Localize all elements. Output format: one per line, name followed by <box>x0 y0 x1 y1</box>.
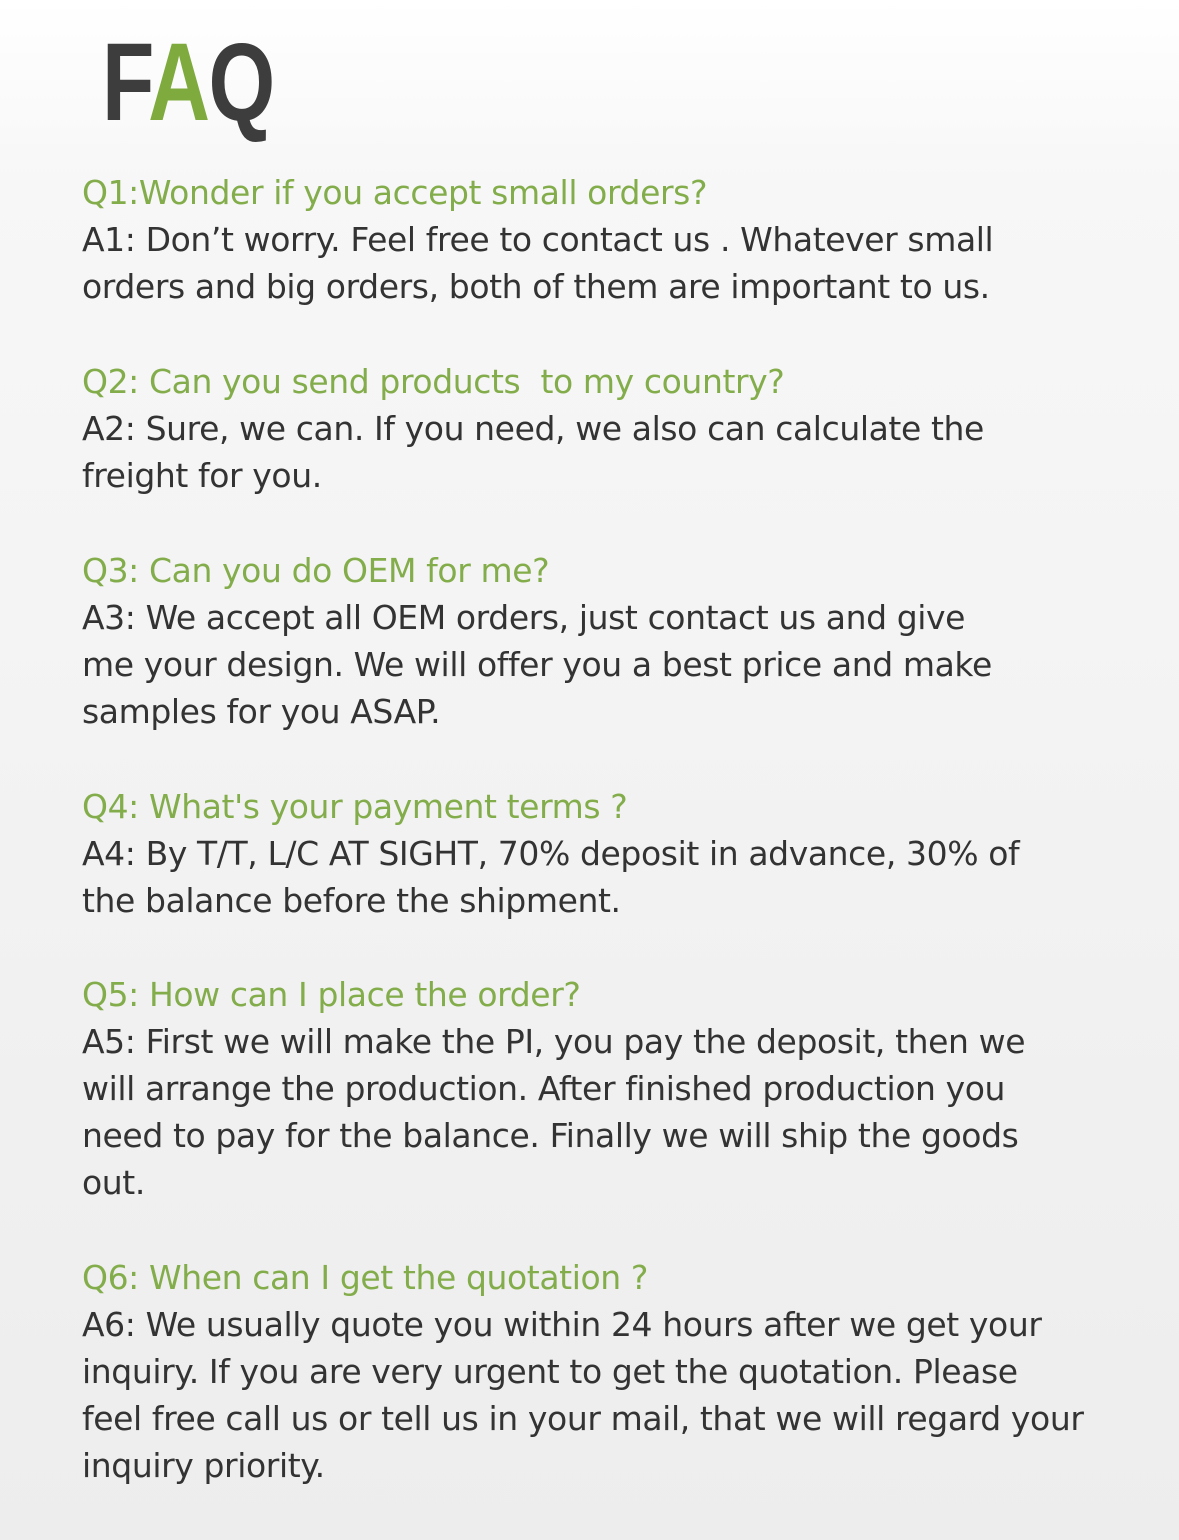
title-letter-q: Q <box>208 21 274 144</box>
faq-item-6 <box>82 1254 1167 1489</box>
faq-question: Q5: How can I place the order? <box>82 975 581 1014</box>
faq-answer: A3: We accept all OEM orders, just contact us and give me your design. We will offer you a best price and make samples for you ASAP. <box>82 598 992 731</box>
faq-item-5 <box>82 971 1167 1206</box>
faq-item-2 <box>82 358 1167 499</box>
faq-question: Q4: What's your payment terms ? <box>82 787 628 826</box>
faq-answer: A4: By T/T, L/C AT SIGHT, 70% deposit in advance, 30% of the balance before the shipment. <box>82 834 1020 920</box>
faq-list <box>82 0 1167 1540</box>
faq-item-4 <box>82 783 1167 924</box>
title-letter-a: A <box>148 21 209 144</box>
faq-answer: A2: Sure, we can. If you need, we also can calculate the freight for you. <box>82 409 984 495</box>
faq-question: Q2: Can you send products to my country? <box>82 362 785 401</box>
faq-item-1 <box>82 169 1167 310</box>
faq-question: Q3: Can you do OEM for me? <box>82 551 550 590</box>
faq-question: Q1:Wonder if you accept small orders? <box>82 173 708 212</box>
faq-question: Q6: When can I get the quotation ? <box>82 1258 648 1297</box>
title-letter-f: F <box>102 21 149 144</box>
faq-answer: A1: Don’t worry. Feel free to contact us . Whatever small orders and big orders, both of them are important to us. <box>82 220 994 306</box>
faq-answer: A6: We usually quote you within 24 hours after we get your inquiry. If you are very urgent to get the quotation. Please feel free call us or tell us in your mail, that we will regard your inquiry priority. <box>82 1305 1084 1485</box>
faq-answer: A5: First we will make the PI, you pay the deposit, then we will arrange the production. After finished production you need to pay for the balance. Finally we will ship the goods out. <box>82 1022 1026 1202</box>
faq-item-3 <box>82 547 1167 735</box>
